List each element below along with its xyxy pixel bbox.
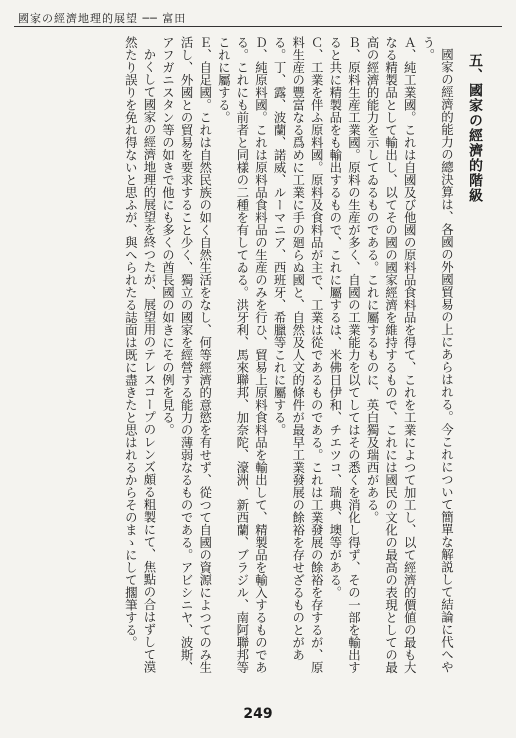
closing-paragraph: かくして國家の經濟地理的展望を終つたが、展望用のテレスコープのレンズ頗る粗製にて、焦點の合はずして漠然たり誤りを免れ得ないと思ふが、與へられたる誌面は既に盡きたと思はれるからそのまゝにして擱筆する。 <box>123 36 157 674</box>
paragraph-e-self-sufficient: Ｅ、自足國。これは自然民族の如く自然生活をなし、何等經濟的意慾を有せず、從つて自國の資源によつてのみ生活し、外國との貿易を要求すること少く、獨立の國家を經營する能力の薄弱なるものである。アビシニヤ、波斯、アフガニスタン等の如きで他にも多くの酋長國の如きにその例を見る。 <box>160 36 213 674</box>
header-rule <box>14 26 502 27</box>
paragraph-a-pure-industrial: Ａ、純工業國。これは自國及び他國の原料品食料品を得て、これを工業によつて加工し、以て經濟的價値の最も大なる精製品として輸出し、以てその國の國家經濟を維持するもので、これには國民の文化の最高の表現としての最高の經濟的能力を示してゐるものである。これに屬するものに、英白獨及瑞西がある。 <box>365 36 418 674</box>
section-title: 國家の經濟的階級 <box>467 82 483 203</box>
section-heading <box>465 36 484 678</box>
running-head: 國家の經濟地理的展望 ── 富田 <box>18 12 187 25</box>
page-number: 249 <box>243 706 273 722</box>
paragraph-b-raw-material-industrial: Ｂ、原料生産工業國。原料の生産が多く、自國の工業能力を以てしてはその悉くを消化し得ず、その一部を輸出すると共に精製品をも輸出するもので、これに屬するは、米佛日伊和、チエツコ、瑞典、墺等がある。 <box>327 36 362 674</box>
paragraph-c-raw-material-with-industry: Ｃ、工業を伴ふ原料國。原料及食料品が主で、工業は從であるものである。これは工業發展の餘裕を存するが、原料生産の豐富なる爲めに工業に手の廻らぬ國と、自然及人文的條件が最早工業發展の餘裕を存せざるものとがある。丁、露、波蘭、諾威、ルーマニア、西班牙、希臘等これに屬する。 <box>272 36 325 674</box>
section-number: 五、 <box>467 52 483 83</box>
intro-paragraph: 國家の經濟的能力の總決算は、各國の外國貿易の上にあらはれる。今これについて簡單な解説して結論に代へやう。 <box>420 36 455 674</box>
vertical-body-text <box>20 36 490 678</box>
paragraph-d-pure-raw-material: Ｄ、純原料國。これは原料品食料品の生産のみを行ひ、貿易上原料食料品を輸出して、精製品を輸入するものである。これにも前者と同樣の二種を有してゐる。洪牙利、馬來聯邦、加奈陀、濠洲、新西蘭、ブラジル、南阿聯邦等これに屬する。 <box>216 36 269 674</box>
